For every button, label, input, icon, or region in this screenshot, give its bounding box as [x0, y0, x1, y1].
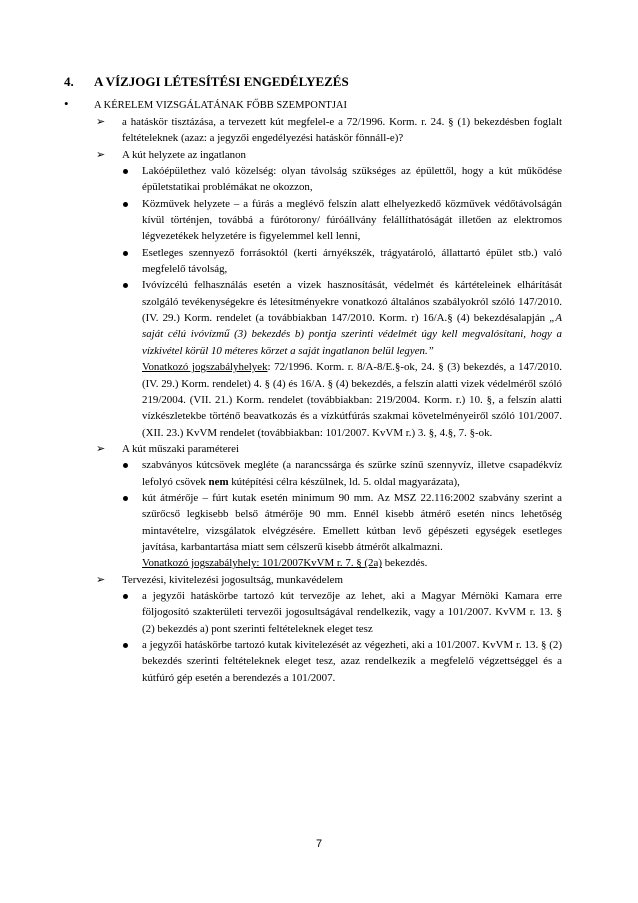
list-item-muszaki-parameterek [96, 441, 562, 457]
legal-reference-text: : 72/1996. Korm. r. 8/A-8/E.§-ok, 24. § (3) bekezdés, a 147/2010. (IV. 29.) Korm. rendelet) 4. § (4) és 16/A. § (4) bekezdés, a felszín alatti vizek védelméről szóló 219/2004. (VII. 21.) Korm. rendelet (továbbiakban: 219/2004. Korm. r.) 10. §, a felszín alatti vízkészletekbe történő beavatkozás és a vízkútfúrás szakmai követelményeiről szóló 101/2007. (XII. 23.) KvVM rendelet (továbbiakban: 101/2007. KvVM r.) 3. §, 4.§, 7. §-ok. [142, 361, 562, 439]
sublist-item [96, 457, 562, 490]
section-number: 4. [64, 74, 74, 89]
section-heading [64, 74, 544, 90]
page-number: 7 [315, 838, 323, 850]
bullet-dot-icon [123, 169, 128, 174]
sublist-tervezesi-jogosultsag [96, 588, 562, 686]
bullet-dot-icon [123, 463, 128, 468]
arrow-bullet-icon: ➢ [96, 442, 106, 455]
sublist-item-text: Esetleges szennyező forrásoktól (kerti árnyékszék, trágyatároló, állattartó épület stb.) való megfelelő távolság, [142, 246, 562, 276]
sublist-item-text: Közművek helyzete – a fúrás a meglévő felszín alatt elhelyezkedő közművek védőtávolságán kívül történjen, továbbá a fúrótorony/ fúróállvány felállíthatóságát illetően az elektromos légvezetékek helyzetére is figyelemmel kell lenni, [142, 197, 562, 243]
list-item-hataskor [96, 114, 562, 147]
sublist-item [96, 637, 562, 686]
sublist-item-text: Ivóvízcélú felhasználás esetén a vizek hasznosítását, védelmét és kártételeinek elhárítását szolgáló tevékenységekre és létesítményekre vonatkozó általános szabályokról szóló 147/2010. (IV. 29.) Korm. rendelet (a továbbiakban 147/2010. Korm. r) 16/A.§ (4) bekezdésalapján [142, 279, 562, 325]
list-item-text: A kút műszaki paraméterei [122, 442, 240, 455]
arrow-bullet-icon: ➢ [96, 116, 106, 128]
subtitle-bullet: • [64, 96, 69, 111]
arrow-bullet-icon: ➢ [96, 148, 106, 161]
list-item-kut-helyzete [96, 147, 562, 163]
subtitle-text: A KÉRELEM VIZSGÁLATÁNAK FŐBB SZEMPONTJAI [94, 100, 347, 111]
sublist-item-text: kút átmérője – fúrt kutak esetén minimum 90 mm. Az MSZ 22.116:2002 szabvány szerint a szűrőcső legkisebb belső átmérője 90 mm. Ennél kisebb átmérő esetén nincs lehetőség mintavételre, vizsgálatok elvégzésére. Emellett kútban levő gépészeti egységek esetleges javítása, karbantartása miatt sem célszerű kisebb átmérőt alkalmazni. [142, 491, 562, 553]
bullet-dot-icon [123, 202, 128, 207]
list-item-tervezesi-jogosultsag [96, 572, 562, 588]
sublist-item [96, 277, 562, 440]
legal-reference-label: Vonatkozó jogszabályhely: 101/2007KvVM r. 7. § (2a) [142, 557, 382, 570]
bullet-dot-icon [123, 594, 128, 599]
sublist-kut-helyzete [96, 163, 562, 441]
sublist-item-text: szabványos kútcsövek megléte (a narancssárga és szürke színű szennyvíz, illetve csapadékvíz lefolyó csövek [142, 459, 562, 488]
list-item-text: Tervezési, kivitelezési jogosultság, munkavédelem [122, 573, 343, 586]
document-body [96, 114, 562, 686]
sublist-item [96, 245, 562, 278]
sublist-item [96, 588, 562, 637]
sublist-item-text: a jegyzői hatáskörbe tartozó kutak kivitelezését az végezheti, aki a 101/2007. KvVM r. 13. § (2) bekezdés szerinti feltételeknek eleget tesz, azaz rendelkezik a megfelelő végzettséggel és a kútfúró gép esetén a berendezés a 101/2007. [142, 639, 562, 684]
legal-quote: „A saját célú ivóvízmű (3) bekezdés b) pontja szerinti védelmét úgy kell megvalósítani, hogy a vízkivétel körül 10 méteres körzet a saját ingatlanon belül legyen.” [142, 312, 562, 357]
sublist-item-text-after: kútépítési célra készülnek, ld. 5. oldal magyarázata), [228, 475, 460, 488]
sublist-item-text: Lakóépülethez való közelség: olyan távolság szükséges az épülettől, hogy a kút működése épületstatikai problémákat ne okozzon, [142, 165, 562, 194]
arrow-bullet-icon: ➢ [96, 573, 106, 586]
list-item-text: A kút helyzete az ingatlanon [122, 148, 246, 161]
bullet-dot-icon [123, 643, 128, 648]
bullet-dot-icon [123, 251, 128, 256]
bullet-dot-icon [123, 283, 128, 288]
emphasis-text: nem [208, 475, 229, 488]
sublist-item [96, 490, 562, 572]
section-subtitle [64, 97, 544, 113]
sublist-item [96, 163, 562, 196]
section-title: A VÍZJOGI LÉTESÍTÉSI ENGEDÉLYEZÉS [94, 74, 349, 89]
sublist-muszaki-parameterek [96, 457, 562, 571]
legal-reference-label: Vonatkozó jogszabályhelyek [142, 361, 268, 374]
list-item-text: a hatáskör tisztázása, a tervezett kút megfelel-e a 72/1996. Korm. r. 24. § (1) bekezdésben foglalt feltételeknek (azaz: a jegyzői engedélyezési hatáskör fönnáll-e)? [122, 116, 562, 145]
sublist-item [96, 196, 562, 245]
bullet-dot-icon [123, 496, 128, 501]
sublist-item-text: a jegyzői hatáskörbe tartozó kút tervezője az lehet, aki a Magyar Mérnöki Kamara erre följogosító szakterületi tervezői jogosultságával rendelkezik, vagy a 101/2007. KvVM r. 13. § (2) bekezdés a) pont szerinti feltételeknek eleget tesz [142, 589, 562, 635]
legal-reference-text: bekezdés. [381, 557, 428, 570]
